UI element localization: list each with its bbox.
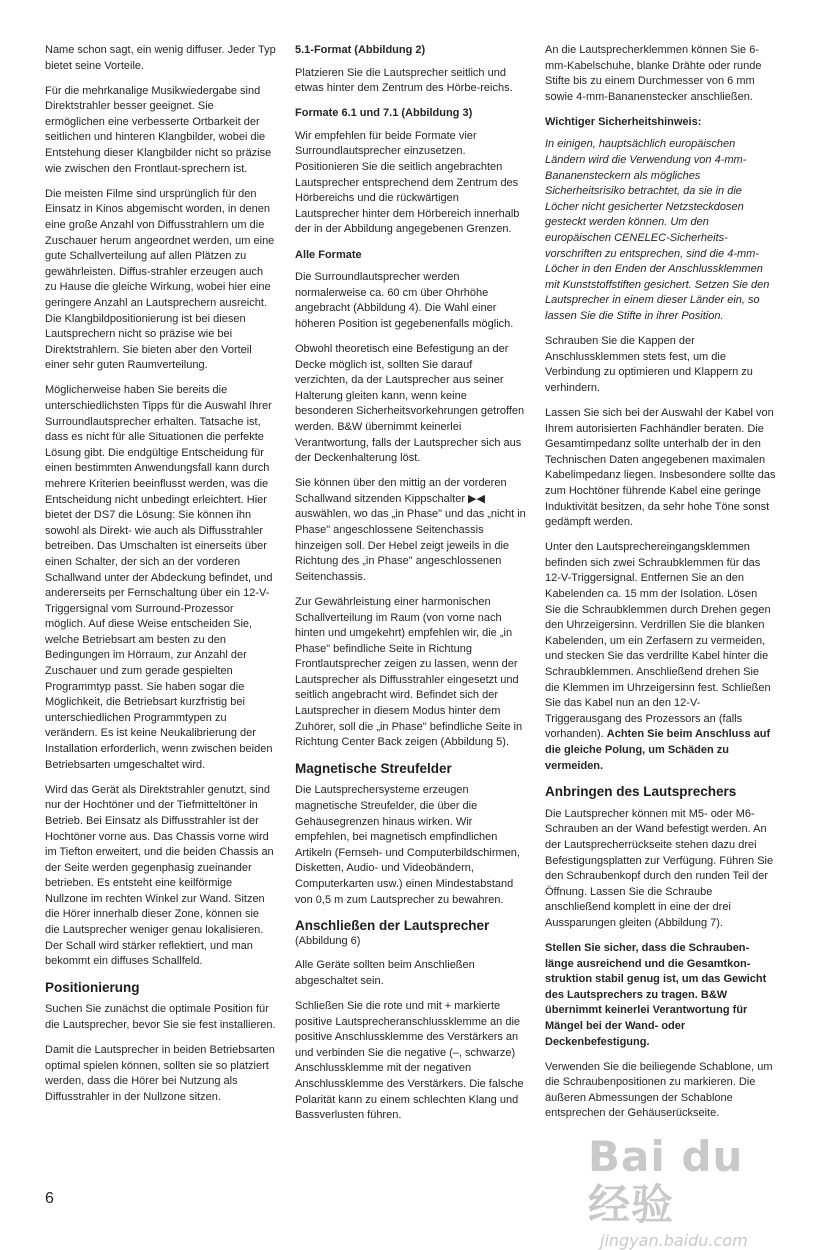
heading-sicherheitshinweis: Wichtiger Sicherheitshinweis: xyxy=(545,115,702,128)
column-3 xyxy=(545,43,776,1132)
paragraph xyxy=(545,540,776,774)
paragraph: Platzieren Sie die Lautsprecher seitlich und etwas hinter dem Zentrum des Hörbe-reichs. xyxy=(295,66,513,95)
paragraph: An die Lautsprecherklemmen können Sie 6-mm-Kabelschuhe, blanke Drähte oder runde Stifte bis zu einem Durchmesser von 6 mm sowie 4-mm-Bananenstecker anschließen. xyxy=(545,44,762,103)
watermark-url: jingyan.baidu.com xyxy=(600,1231,748,1250)
paragraph: Für die mehrkanalige Musikwiedergabe sind Direktstrahler besser geeignet. Sie ermöglichen eine verbesserte Ortbarkeit der seitlichen und hinteren Klangbilder, wobei die Entstehung dieser Klangbilder nicht so präzise wie zwischen den Frontlaut-sprechern ist. xyxy=(45,84,272,175)
heading-magnetische-streufelder: Magnetische Streufelder xyxy=(295,760,452,776)
paragraph: Lassen Sie sich bei der Auswahl der Kabel von Ihrem autorisierten Fachhändler beraten. Die Gesamtimpedanz sollte unterhalb der in den Technischen Daten angegebenen maximalen Kabelimpedanz liegen. Insbesondere sollte das zum Hochtöner führende Kabel eine geringe Induktivität besitzen, da sehr hohe Töne sonst gedämpft werden. xyxy=(545,406,776,529)
paragraph: Wird das Gerät als Direktstrahler genutzt, sind nur der Hochtöner und der Tiefmitteltöner in Betrieb. Bei Einsatz als Diffusstrahler ist der Hochtöner vorne aus. Das Chassis vorne wird im Tiefton erweitert, und die beiden Chassis an der Seite werden gegenphasig zueinander betrieben. Es entsteht eine keilförmige Nullzone im rechten Winkel zur Wand. Sitzen die Hörer innerhalb dieser Zone, können sie die Lautsprecher weniger genau lokalisieren. Der Schall wird stärker reflektiert, und man bekommt ein diffuses Schallfeld. xyxy=(45,783,274,968)
heading-anschliessen: Anschließen der Lautsprecher xyxy=(295,918,490,934)
paragraph: Möglicherweise haben Sie bereits die unterschiedlichsten Tipps für die Auswahl Ihrer Surroundlautsprecher erhalten. Tatsache ist, dass es nicht für alle Situationen die perfekte Lösung gibt. Die endgültige Entscheidung für einen bestimmten Anwendungsfall kann durch mehrere Kriterien beeinflusst werden, was die Entscheidung nicht unbedingt erleichtert. Hier bietet der DS7 die Lösung: Sie können ihn sowohl als Direkt- wie auch als Diffusstrahler betreiben. Das Umschalten ist einerseits über einen Schalter, der sich an der vorderen Schallwand unter der Abdeckung befindet, und andererseits per Fernschaltung über ein 12-V-Triggersignal vom Surround-Prozessor möglich. Auf diese Weise entscheiden Sie, welche Betriebsart am besten zu den Bedingungen im Hörraum, zur Anzahl der Zuschauer und zum gerade gespielten Programmtyp passt. Sie haben sogar die Möglichkeit, die Betriebsart kurzfristig bei unterschiedlichen Programmtypen zu verändern. Es ist keine Neukalibrierung der Installation erforderlich, wenn zwischen beiden Betriebsarten umgeschaltet wird. xyxy=(45,384,273,771)
column-1 xyxy=(45,43,276,1115)
paragraph: Sie können über den mittig an der vorderen Schallwand sitzenden Kippschalter ▶◀ auswählen, wo das „in Phase" und das „nicht in Phase" angeschlossene Seitenchassis hinzeigen soll. Der Hebel zeigt jeweils in die Richtung des „in Phase" angeschlossenen Seitenchassis. xyxy=(295,477,526,583)
page-number: 6 xyxy=(45,1190,54,1207)
heading-alle-formate: Alle Formate xyxy=(295,248,362,261)
heading-figure-ref: (Abbildung 6) xyxy=(295,934,361,947)
paragraph: Verwenden Sie die beiliegende Schablone, um die Schraubenpositionen zu markieren. Die äußeren Abmessungen der Schablone entsprechen der Gehäuserückseite. xyxy=(545,1060,773,1120)
paragraph: Die Surroundlautsprecher werden normalerweise ca. 60 cm über Ohrhöhe angebracht (Abbildung 4). Die Wahl einer höheren Position ist gegebenenfalls möglich. xyxy=(295,271,514,330)
heading-positionierung: Positionierung xyxy=(45,979,140,995)
paragraph-text: Unter den Lautsprechereingangsklemmen befinden sich zwei Schraubklemmen für das 12-V-Triggersignal. Entfernen Sie an den Kabelenden ca. 15 mm der Isolation. Lösen Sie die Schraubklemmen durch Drehen gegen den Uhrzeigersinn. Verdrillen Sie die blanken Kabelenden, um ein Zerfasern zu vermeiden, und stecken Sie das verdrillte Kabel hinter die Schraubklemmen. Anschließend drehen Sie die Klemmen im Uhrzeigersinn fest. Schließen Sie das Kabel nun an den 12-V-Triggerausgang des Prozessors an (falls vorhanden). xyxy=(545,541,771,741)
paragraph: Obwohl theoretisch eine Befestigung an der Decke möglich ist, sollten Sie darauf verzichten, da der Lautsprecher aus seiner Halterung gleiten kann, wenn keine besonderen Sicherheitsvorkehrungen getroffen werden. B&W übernimmt keinerlei Verantwortung, falls der Lautsprecher sich aus der Deckenhalterung löst. xyxy=(295,343,525,465)
heading-label: Formate 6.1 und 7.1 xyxy=(295,107,399,120)
paragraph: Wir empfehlen für beide Formate vier Surroundlautsprecher einzusetzen. Positionieren Sie die seitlich angebrachten Lautsprecher entsprechend dem Zentrum des Hörbereichs und die rückwärtigen Lautsprecher hinter dem Hörbereich innerhalb der in der Abbildung angegebenen Grenzen. xyxy=(295,129,520,236)
heading-anbringen: Anbringen des Lautsprechers xyxy=(545,784,737,800)
paragraph: Name schon sagt, ein wenig diffuser. Jeder Typ bietet seine Vorteile. xyxy=(45,44,276,72)
heading-figure-ref: (Abbildung 2) xyxy=(351,44,426,56)
mounting-warning: Stellen Sie sicher, dass die Schrauben-länge ausreichend und die Gesamtkon-struktion stabil genug ist, um das Gewicht des Lautsprechers zu tragen. B&W übernimmt keinerlei Verantwortung für Mängel bei der Wand- oder Deckenbefestigung. xyxy=(545,941,767,1048)
paragraph: Suchen Sie zunächst die optimale Position für die Lautsprecher, bevor Sie sie fest installieren. xyxy=(45,1003,276,1032)
heading-51-format xyxy=(295,43,526,59)
heading-figure-ref: (Abbildung 3) xyxy=(398,107,473,120)
paragraph: Damit die Lautsprecher in beiden Betriebsarten optimal spielen können, sollten sie so platziert werden, dass die Hörer bei Nutzung als Diffusstrahler in der Nullzone sitzen. xyxy=(45,1044,275,1103)
watermark xyxy=(588,1132,788,1250)
paragraph: Schließen Sie die rote und mit + markierte positive Lautsprecheranschlussklemme an die positive Anschlussklemme des Verstärkers an und verbinden Sie die negative (–, schwarze) Anschlussklemme mit der negativen Anschlussklemme des Verstärkers. Die falsche Polarität kann zu einem schlechten Klang und Bassverlusten führen. xyxy=(295,1000,524,1122)
heading-label: 5.1-Format xyxy=(295,44,352,56)
paragraph: Alle Geräte sollten beim Anschließen abgeschaltet sein. xyxy=(295,959,475,987)
paragraph: Die Lautsprecher können mit M5- oder M6-Schrauben an der Wand befestigt werden. An der Lautsprecherrückseite stehen dazu drei Befestigungsplatten zur Verfügung. Führen Sie den Schraubenkopf durch den runden Teil der Öffnung. Lassen Sie die Schraube anschließend komplett in eine der drei Aussparungen gleiten (Abbildung 7). xyxy=(545,807,774,929)
heading-61-71-formats xyxy=(295,106,526,122)
paragraph: Zur Gewährleistung einer harmonischen Schallverteilung im Raum (von vorne nach hinten und umgekehrt) empfehlen wir, die „in Phase" befindliche Seite in Richtung Frontlautsprecher zeigen zu lassen, wenn der Lautsprecher als Diffusstrahler eingesetzt und seitlich angebracht wird. Befindet sich der Lautsprecher in diesem Modus hinter dem Zuhörer, soll die „in Phase" befindliche Seite in Richtung Center Back zeigen (Abbildung 5). xyxy=(295,595,523,749)
column-2 xyxy=(295,43,526,1133)
paragraph: Die meisten Filme sind ursprünglich für den Einsatz in Kinos abgemischt worden, in denen eine große Anzahl von Diffusstrahlern um die Zuschauer herum angeordnet werden, um eine gute Schallverteilung auf allen Plätzen zu gewährleisten. Diffus-strahler erzeugen auch zu Hause die gleiche Wirkung, wobei hier eine geringere Anzahl an Lautsprechern ausreicht. Die Klangbildpositionierung ist bei diesen Lautsprechern nicht so präzise wie bei Direktstrahlern. Sie bieten aber den Vorteil einer sehr guten Raumverteilung. xyxy=(45,187,275,372)
watermark-logo: Bai du 经验 xyxy=(588,1132,744,1229)
paragraph: Schrauben Sie die Kappen der Anschlussklemmen stets fest, um die Verbindung zu optimieren und Klappern zu verhindern. xyxy=(545,335,753,394)
polarity-warning: Achten Sie beim Anschluss auf die gleiche Polung, um Schäden zu vermeiden. xyxy=(545,728,771,772)
paragraph: Die Lautsprechersysteme erzeugen magnetische Streufelder, die über die Gehäusegrenzen hinaus wirken. Wir empfehlen, bei magnetisch empfindlichen Artikeln (Fernseh- und Computerbildschirmen, Disketten, Audio- und Videobändern, Computerkarten usw.) einen Mindestabstand von 0,5 m zum Lautsprecher zu bewahren. xyxy=(295,784,520,906)
safety-note: In einigen, hauptsächlich europäischen Ländern wird die Verwendung von 4-mm-Bananensteckern als mögliches Sicherheitsrisiko betrachtet, da sie in die Löcher nicht gesicherter Netzsteckdosen gesteckt werden können. Um den europäischen CENELEC-Sicherheits-vorschriften zu entsprechen, sind die 4-mm-Löcher in den Enden der Anschlussklemmen mit Kunststoffstiften gesichert. Setzen Sie den Lautsprecher in einem dieser Länder ein, so lassen Sie die Stifte in ihrer Position. xyxy=(545,138,770,322)
